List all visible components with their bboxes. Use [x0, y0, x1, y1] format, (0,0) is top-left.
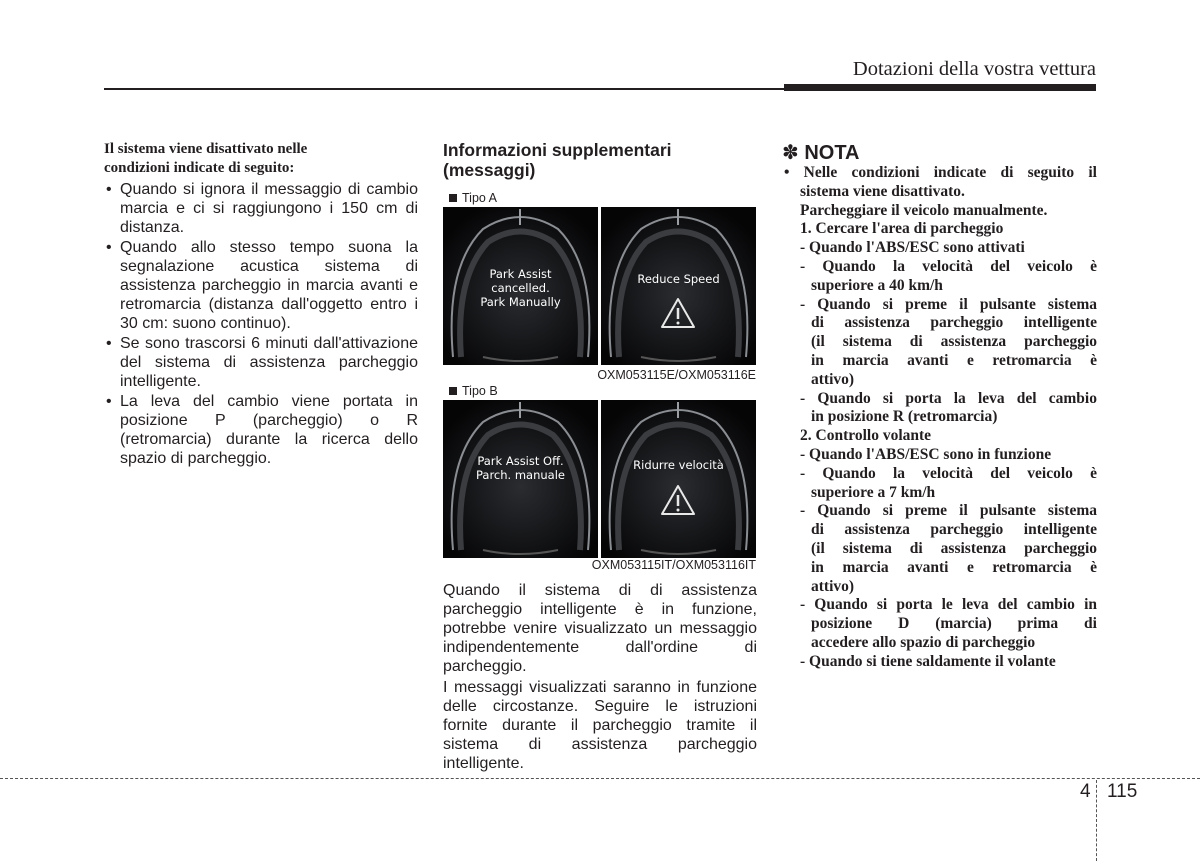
tipo-b-label [449, 384, 498, 398]
list-item: • Quando si ignora il messaggio di cambio marcia e ci si raggiungono i 150 cm di distanza. [106, 181, 418, 236]
paragraph: I messaggi visualizzati saranno in funzione delle circostanze. Seguire le istruzioni fornite durante il parcheggio tramite il sistema di assistenza parcheggio intelligente. [443, 679, 757, 772]
list-item-text: Se sono trascorsi 6 minuti dall'attivazione del sistema di assistenza parcheggio intelligente. [120, 335, 418, 390]
nota-line: attivo) [811, 577, 855, 595]
cluster-message-line: Park Assist [489, 267, 552, 281]
nota-title: ✽ NOTA [782, 142, 860, 164]
nota-line: Parcheggiare il veicolo manualmente. [800, 201, 1048, 219]
page-header-title: Dotazioni della vostra vettura [852, 58, 1096, 80]
nota-line: accedere allo spazio di parcheggio [811, 633, 1036, 651]
section-heading-line: (messaggi) [443, 160, 536, 180]
page-number: 115 [1107, 781, 1138, 802]
nota-line: (il sistema di assistenza parcheggio [811, 333, 1097, 351]
list-item-text: Quando si ignora il messaggio di cambio marcia e ci si raggiungono i 150 cm di distanza. [120, 181, 418, 236]
nota-line: di assistenza parcheggio intelligente [811, 314, 1097, 332]
cluster-display-park-assist-off [443, 400, 598, 558]
image-code-caption: OXM053115E/OXM053116E [597, 368, 756, 382]
cluster-message: Ridurre velocità [633, 458, 724, 472]
nota-line: (il sistema di assistenza parcheggio [811, 539, 1097, 557]
cluster-display-reduce-speed [601, 207, 756, 365]
nota-line: 2. Controllo volante [800, 427, 932, 445]
nota-line: superiore a 7 km/h [811, 483, 936, 501]
cluster-display-cancelled [443, 207, 598, 365]
cluster-message-line: Parch. manuale [475, 468, 565, 482]
cluster-message-line: Park Assist Off. [477, 454, 564, 468]
nota-line: - Quando la velocità del veicolo è [800, 257, 1097, 275]
tipo-b-figure [443, 400, 756, 558]
nota-line: - Quando l'ABS/ESC sono in funzione [800, 445, 1052, 463]
nota-line: posizione D (marcia) prima di [811, 615, 1097, 633]
tipo-a-label-text: Tipo A [462, 191, 497, 205]
nota-list [784, 164, 1097, 672]
nota-line: in marcia avanti e retromarcia è [811, 351, 1097, 369]
tipo-b-label-text: Tipo B [462, 384, 498, 398]
nota-line: - Quando si preme il pulsante sistema [800, 502, 1097, 520]
gauge-arc-graphic [601, 400, 756, 558]
list-item-text: Quando allo stesso tempo suona la segnalazione acustica sistema di assistenza parcheggio in marcia avanti e retromarcia (distanza dall'oggetto entro i 30 cm: suono continuo). [120, 239, 418, 332]
cluster-message-line: cancelled. [491, 281, 550, 295]
left-column [104, 140, 418, 469]
nota-line: in marcia avanti e retromarcia è [811, 558, 1097, 576]
tipo-a-label [449, 191, 497, 205]
nota-line: in posizione R (retromarcia) [811, 408, 998, 426]
nota-line: - Quando si tiene saldamente il volante [800, 652, 1056, 670]
list-item: • Se sono trascorsi 6 minuti dall'attivazione del sistema di assistenza parcheggio intelligente. [106, 335, 418, 390]
list-item: • Quando allo stesso tempo suona la segnalazione acustica sistema di assistenza parcheggio in marcia avanti e retromarcia (distanza dall'oggetto entro i 30 cm: suono continuo). [106, 239, 418, 332]
tipo-a-figure [443, 207, 756, 365]
header-rule-thick [784, 84, 1096, 91]
left-heading-line: Il sistema viene disattivato nelle [104, 141, 308, 157]
image-code-caption: OXM053115IT/OXM053116IT [591, 558, 756, 572]
cluster-message: Reduce Speed [637, 272, 720, 286]
nota-line: di assistenza parcheggio intelligente [811, 521, 1097, 539]
nota-line: attivo) [811, 370, 855, 388]
middle-body-text [443, 581, 757, 775]
nota-line: • Nelle condizioni indicate di seguito il [784, 164, 1097, 181]
list-item-text: La leva del cambio viene portata in posizione P (parcheggio) o R (retromarcia) durante la ricerca dello spazio di parcheggio. [120, 393, 418, 467]
paragraph: Quando il sistema di di assistenza parcheggio intelligente è in funzione, potrebbe venire visualizzato un messaggio indipendentemente dall'ordine di parcheggio. [443, 582, 757, 675]
nota-line: - Quando si porta la leva del cambio [800, 389, 1097, 407]
left-heading-line: condizioni indicate di seguito: [104, 160, 295, 176]
gauge-arc-graphic [601, 207, 756, 365]
square-bullet-icon [449, 194, 457, 202]
list-item: • La leva del cambio viene portata in posizione P (parcheggio) o R (retromarcia) durante la ricerca dello spazio di parcheggio. [106, 393, 418, 467]
header-rule [104, 88, 784, 90]
nota-line: - Quando si porta le leva del cambio in [800, 596, 1097, 614]
deactivation-list [104, 180, 418, 468]
section-heading [443, 140, 757, 180]
cluster-message-line: Park Manually [480, 295, 561, 309]
section-heading-line: Informazioni supplementari [443, 140, 672, 160]
footer-dashed-rule [0, 778, 1200, 779]
square-bullet-icon [449, 387, 457, 395]
nota-line: - Quando la velocità del veicolo è [800, 464, 1097, 482]
left-heading [104, 140, 418, 178]
nota-line: 1. Cercare l'area di parcheggio [800, 220, 1004, 238]
nota-line: sistema viene disattivato. [800, 182, 965, 200]
nota-line: superiore a 40 km/h [811, 276, 943, 294]
footer-dashed-divider [1096, 780, 1097, 861]
nota-line: - Quando l'ABS/ESC sono attivati [800, 239, 1025, 257]
nota-line: - Quando si preme il pulsante sistema [800, 295, 1097, 313]
cluster-display-ridurre-velocita [601, 400, 756, 558]
chapter-number: 4 [1080, 781, 1091, 802]
